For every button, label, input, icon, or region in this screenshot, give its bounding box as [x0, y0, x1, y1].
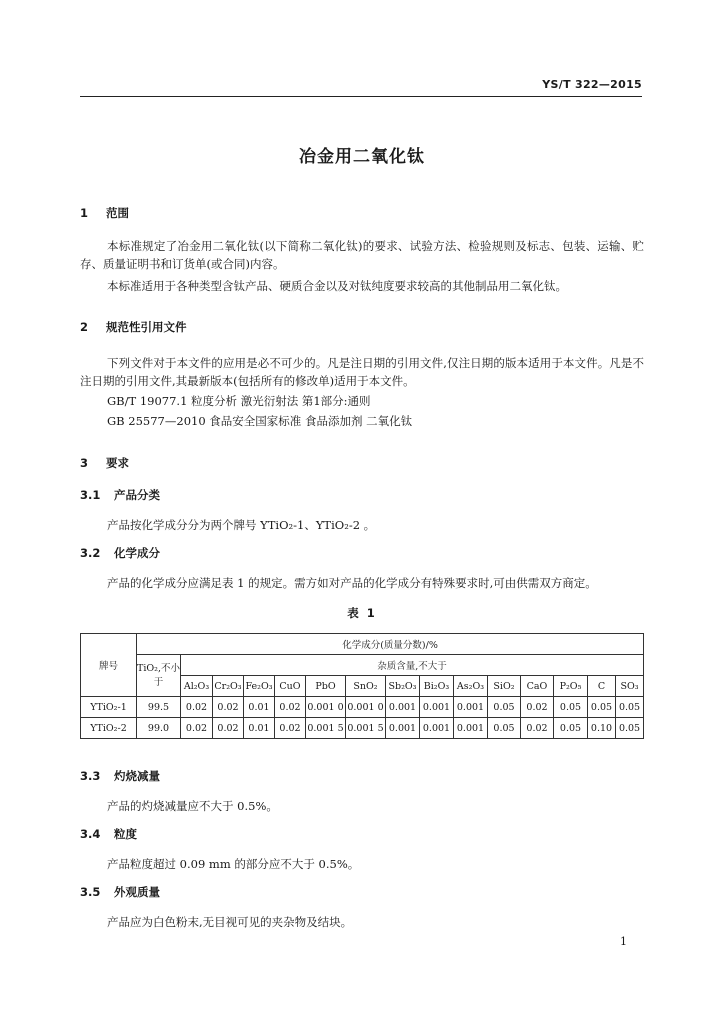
value-cell: 0.001 5: [306, 718, 346, 739]
value-cell: 0.05: [554, 697, 588, 718]
value-cell: 0.001: [386, 697, 420, 718]
value-cell: 0.02: [275, 718, 306, 739]
column-header: P₂O₅: [554, 676, 588, 697]
column-header: Sb₂O₃: [386, 676, 420, 697]
value-cell: 0.05: [588, 697, 616, 718]
brand-cell: YTiO₂-2: [81, 718, 137, 739]
value-cell: 0.001 0: [346, 697, 386, 718]
column-header: CaO: [521, 676, 554, 697]
value-cell: 0.05: [616, 718, 644, 739]
value-cell: 0.001: [454, 718, 488, 739]
value-cell: 0.001 5: [346, 718, 386, 739]
chemical-composition-table: [80, 633, 644, 739]
section-3-2-heading: [80, 545, 160, 561]
document-title: 冶金用二氧化钛: [299, 147, 425, 167]
reference-item-2: GB 25577—2010 食品安全国家标准 食品添加剂 二氧化钛: [107, 414, 413, 428]
value-cell: 0.02: [213, 718, 244, 739]
value-cell: 0.10: [588, 718, 616, 739]
column-header: As₂O₃: [454, 676, 488, 697]
value-cell: 0.02: [521, 697, 554, 718]
section-title: 灼烧减量: [114, 769, 160, 783]
impurity-header: 杂质含量,不大于: [181, 655, 644, 676]
value-cell: 0.01: [244, 718, 275, 739]
value-cell: 0.02: [213, 697, 244, 718]
section-3-3-paragraph: 产品的灼烧减量应不大于 0.5%。: [107, 799, 278, 813]
column-header: Al₂O₃: [181, 676, 213, 697]
value-cell: 0.05: [616, 697, 644, 718]
column-header: C: [588, 676, 616, 697]
value-cell: 0.02: [275, 697, 306, 718]
value-cell: 0.02: [181, 718, 213, 739]
column-header: Fe₂O₃: [244, 676, 275, 697]
column-header: PbO: [306, 676, 346, 697]
section-3-5-paragraph: 产品应为白色粉末,无目视可见的夹杂物及结块。: [107, 915, 353, 929]
section-number: 3.4: [80, 827, 101, 841]
section-1-paragraph-2: 本标准适用于各种类型含钛产品、硬质合金以及对钛纯度要求较高的其他制品用二氧化钛。: [107, 279, 567, 293]
section-title: 产品分类: [114, 488, 160, 502]
standard-code: YS/T 322—2015: [542, 78, 642, 91]
value-cell: 0.001: [420, 697, 454, 718]
header-rule: [80, 96, 642, 97]
column-header: SO₃: [616, 676, 644, 697]
section-number: 3.5: [80, 885, 101, 899]
section-1-heading: [80, 205, 129, 221]
table-header-row: [81, 634, 644, 655]
value-cell: 0.02: [181, 697, 213, 718]
section-3-4-heading: [80, 826, 137, 842]
section-title: 要求: [106, 456, 129, 470]
value-cell: 0.01: [244, 697, 275, 718]
section-2-paragraph-1: 下列文件对于本文件的应用是必不可少的。凡是注日期的引用文件,仅注日期的版本适用于本文件。凡是不注日期的引用文件,其最新版本(包括所有的修改单)适用于本文件。: [80, 356, 644, 388]
value-cell: 0.001: [454, 697, 488, 718]
value-cell: 0.05: [488, 718, 521, 739]
tio2-header: TiO₂,不小于: [137, 655, 181, 697]
value-cell: 0.05: [488, 697, 521, 718]
section-number: 3.2: [80, 546, 101, 560]
section-3-3-heading: [80, 768, 160, 784]
section-number: 1: [80, 206, 89, 220]
section-3-5-heading: [80, 884, 160, 900]
table-row: [81, 718, 644, 739]
section-number: 3.3: [80, 769, 101, 783]
section-3-1-paragraph: 产品按化学成分分为两个牌号 YTiO₂-1、YTiO₂-2 。: [107, 518, 376, 532]
section-number: 3: [80, 456, 89, 470]
section-title: 范围: [106, 206, 129, 220]
reference-item-1: GB/T 19077.1 粒度分析 激光衍射法 第1部分:通则: [107, 394, 371, 408]
composition-group-header: 化学成分(质量分数)/%: [137, 634, 644, 655]
brand-header: 牌号: [81, 634, 137, 697]
table-title: 表 1: [347, 606, 377, 620]
value-cell: 0.02: [521, 718, 554, 739]
page-number: 1: [620, 935, 627, 948]
section-title: 规范性引用文件: [106, 320, 187, 334]
section-3-4-paragraph: 产品粒度超过 0.09 mm 的部分应不大于 0.5%。: [107, 857, 360, 871]
column-header: SiO₂: [488, 676, 521, 697]
section-number: 2: [80, 320, 89, 334]
section-3-1-heading: [80, 487, 160, 503]
table-row: [81, 697, 644, 718]
tio2-cell: 99.5: [137, 697, 181, 718]
tio2-cell: 99.0: [137, 718, 181, 739]
section-number: 3.1: [80, 488, 101, 502]
value-cell: 0.001 0: [306, 697, 346, 718]
section-2-heading: [80, 319, 187, 335]
section-3-2-paragraph: 产品的化学成分应满足表 1 的规定。需方如对产品的化学成分有特殊要求时,可由供需双方商定。: [107, 576, 597, 590]
section-1-paragraph-1: 本标准规定了冶金用二氧化钛(以下简称二氧化钛)的要求、试验方法、检验规则及标志、包装、运输、贮存、质量证明书和订货单(或合同)内容。: [80, 239, 644, 271]
brand-cell: YTiO₂-1: [81, 697, 137, 718]
table-header-row: [81, 655, 644, 676]
column-header: Cr₂O₃: [213, 676, 244, 697]
section-title: 外观质量: [114, 885, 160, 899]
section-title: 粒度: [114, 827, 137, 841]
column-header: Bi₂O₃: [420, 676, 454, 697]
column-header: CuO: [275, 676, 306, 697]
section-3-heading: [80, 455, 129, 471]
value-cell: 0.001: [420, 718, 454, 739]
value-cell: 0.05: [554, 718, 588, 739]
section-title: 化学成分: [114, 546, 160, 560]
value-cell: 0.001: [386, 718, 420, 739]
column-header: SnO₂: [346, 676, 386, 697]
